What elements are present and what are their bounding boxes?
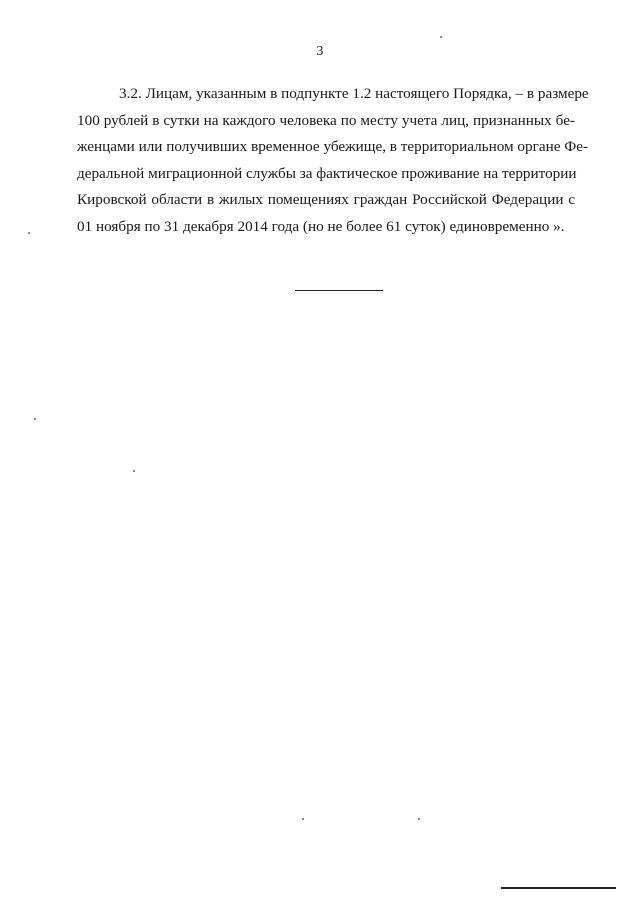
paragraph-line: 3.2. Лицам, указанным в подпункте 1.2 настоящего Порядка, – в размере	[119, 85, 589, 102]
paragraph-line: 01 ноября по 31 декабря 2014 года (но не более 61 суток) единовременно ».	[77, 217, 565, 235]
paragraph-line: деральной миграционной службы за фактическое проживание на территории	[77, 164, 577, 182]
end-of-text-rule	[295, 290, 383, 291]
scan-speck	[418, 818, 420, 820]
scan-speck	[28, 232, 30, 234]
scan-speck	[302, 818, 304, 820]
page-number: 3	[316, 44, 324, 59]
footer-rule	[501, 887, 616, 889]
paragraph-line: женцами или получивших временное убежище, в территориальном органе Фе-	[77, 138, 589, 155]
scan-speck	[133, 470, 135, 472]
paragraph-3-2	[77, 81, 589, 240]
paragraph-line: 100 рублей в сутки на каждого человека по месту учета лиц, признанных бе-	[77, 111, 575, 129]
paragraph-line: Кировской области в жилых помещениях граждан Российской Федерации с	[77, 191, 575, 208]
scan-speck	[440, 36, 442, 38]
scan-speck	[34, 418, 36, 420]
